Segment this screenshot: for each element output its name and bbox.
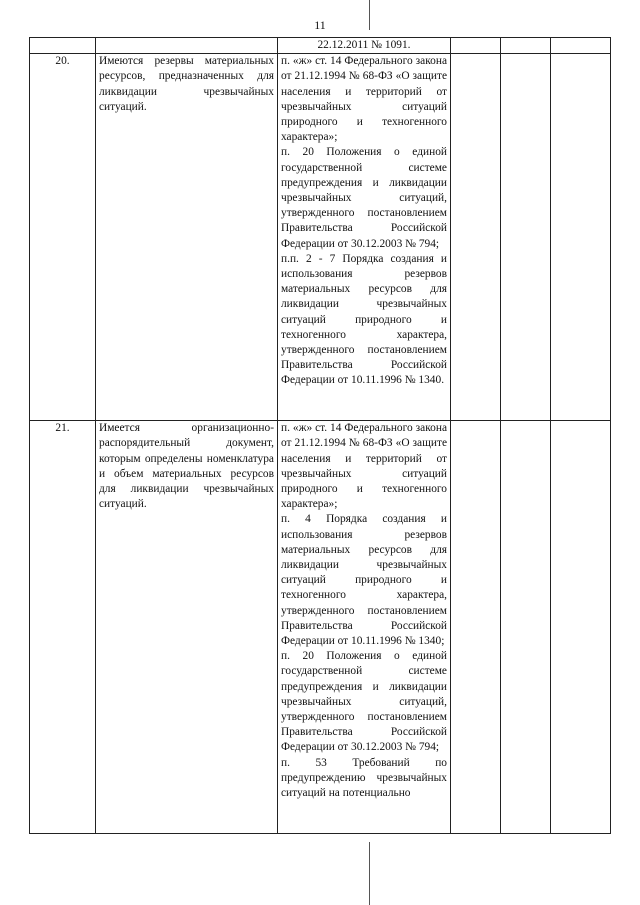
page-number: 11 — [314, 18, 326, 32]
table-cell — [551, 38, 611, 54]
table-cell — [30, 38, 96, 54]
reference-item: п. «ж» ст. 14 Федерального закона от 21.12.1994 № 68-ФЗ «О защите населения и территорий от чрезвычайных ситуаций природного и техногенного характера»; — [281, 55, 447, 144]
check-cell-yes — [451, 421, 501, 834]
binder-line-bottom — [369, 842, 370, 905]
reference-item: п. 4 Порядка создания и использования резервов материальных ресурсов для ликвидации чрезвычайных ситуаций природного и техногенного характера, утвержденного постановлением Правительства Российской Федерации от 10.11.1996 № 1340; — [281, 513, 447, 648]
table-cell — [501, 38, 551, 54]
row-number: 21. — [30, 421, 96, 834]
check-cell-no — [501, 421, 551, 834]
continuation-text: 22.12.2011 № 1091. — [278, 38, 451, 54]
check-cell-na — [551, 421, 611, 834]
binder-line-top — [369, 0, 370, 30]
table-cell — [451, 38, 501, 54]
check-cell-yes — [451, 54, 501, 421]
reference-item: п.п. 2 - 7 Порядка создания и использования резервов материальных ресурсов для ликвидации чрезвычайных ситуаций природного и техногенного характера, утвержденного постановлением Правительства Российской Федерации от 10.11.1996 № 1340. — [281, 252, 447, 387]
table-row-continuation — [30, 38, 611, 54]
row-number: 20. — [30, 54, 96, 421]
table-row — [30, 54, 611, 421]
check-cell-no — [501, 54, 551, 421]
reference-item: п. 20 Положения о единой государственной системе предупреждения и ликвидации чрезвычайных ситуаций, утвержденного постановлением Правительства Российской Федерации от 30.12.2003 № 794; — [281, 146, 447, 250]
reference-item: п. 53 Требований по предупреждению чрезвычайных ситуаций на потенциально — [281, 756, 447, 800]
reference-item: п. «ж» ст. 14 Федерального закона от 21.12.1994 № 68-ФЗ «О защите населения и территорий от чрезвычайных ситуаций природного и техногенного характера»; — [281, 422, 447, 511]
requirement-text: Имеется организационно-распорядительный документ, которым определены номенклатура и объем материальных ресурсов для ликвидации чрезвычайных ситуаций. — [96, 421, 278, 834]
table-row — [30, 421, 611, 834]
check-cell-na — [551, 54, 611, 421]
requirements-table — [29, 37, 611, 834]
table-cell — [96, 38, 278, 54]
legal-references — [278, 54, 451, 421]
reference-item: п. 20 Положения о единой государственной системе предупреждения и ликвидации чрезвычайных ситуаций, утвержденного постановлением Правительства Российской Федерации от 30.12.2003 № 794; — [281, 650, 447, 754]
legal-references — [278, 421, 451, 834]
requirement-text: Имеются резервы материальных ресурсов, предназначенных для ликвидации чрезвычайных ситуаций. — [96, 54, 278, 421]
